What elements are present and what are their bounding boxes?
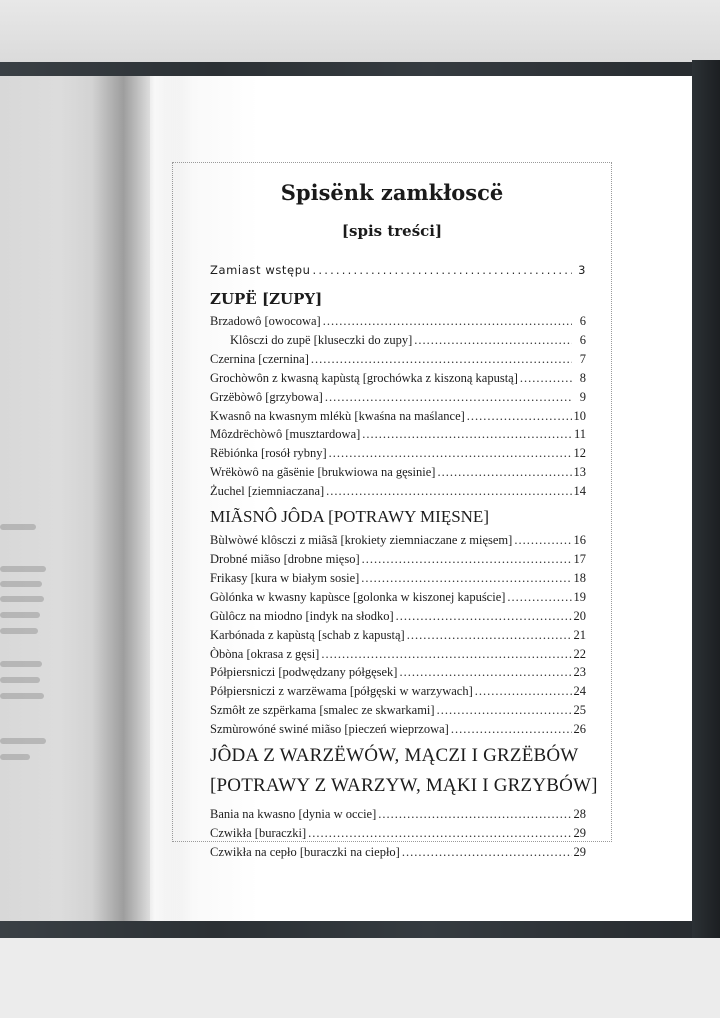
toc-entry-label: Klôsczi do zupë [kluseczki do zupy]: [230, 332, 413, 347]
toc-entry-label: Brzadowô [owocowa]: [210, 314, 321, 328]
toc-entry-page: 28: [573, 807, 586, 822]
toc-entry-page: 16: [573, 533, 586, 548]
section-heading: JÔDA Z WARZËWÓW, MĄCZI I GRZËBÓW: [210, 745, 579, 767]
toc-entry-label: Karbónada z kapùstą [schab z kapustą]: [210, 627, 405, 642]
toc-entry-label: Półpiersniczi [podwędzany półgęsek]: [210, 665, 398, 680]
dot-leader: [402, 843, 572, 862]
toc-entry-page: 21: [573, 627, 586, 642]
dot-leader: [507, 588, 571, 607]
toc-entry-page: 25: [573, 703, 586, 718]
toc-entry: [210, 350, 586, 369]
toc-entry-label: Czwikła na cepło [buraczki na ciepło]: [210, 844, 400, 859]
toc-entry-label: Frikasy [kura w białym sosie]: [210, 570, 360, 585]
dot-leader: [399, 663, 571, 682]
dot-leader: [467, 407, 572, 426]
toc-entry-page: 9: [579, 389, 586, 404]
toc-entry: [210, 444, 586, 463]
toc-entry-page: 13: [573, 465, 586, 480]
bleed-through-text: [0, 754, 30, 760]
toc-entry-page: 19: [573, 589, 586, 604]
scan-background-bottom: [0, 938, 720, 1018]
bleed-through-text: [0, 693, 44, 699]
dot-leader: [321, 645, 571, 664]
toc-entry-page: 29: [573, 844, 586, 859]
toc-entry-page: 20: [573, 608, 586, 623]
toc-entry-label: Szmùrowóné swiné miãso [pieczeń wieprzowa]: [210, 722, 449, 737]
toc-entry: [210, 663, 586, 682]
toc-entry: [210, 331, 586, 350]
bleed-through-text: [0, 524, 36, 530]
toc-entry-page: 11: [573, 427, 586, 442]
bleed-through-text: [0, 628, 38, 634]
scan-background: [0, 0, 720, 70]
dot-leader: [323, 312, 572, 331]
section-heading: ZUPË [ZUPY]: [210, 290, 323, 308]
toc-entry: [210, 805, 586, 824]
section-heading: MIÃSNÔ JÔDA [POTRAWY MIĘSNE]: [210, 507, 489, 527]
toc-entry: [210, 843, 586, 862]
dot-leader: [437, 701, 572, 720]
toc-entry: [210, 312, 586, 331]
toc-entry: [210, 682, 586, 701]
dot-leader: [361, 569, 571, 588]
toc-entry-page: 17: [573, 551, 586, 566]
dot-leader: [362, 425, 572, 444]
toc-entry-label: Kwasnô na kwasnym mlékù [kwaśna na maślance]: [210, 408, 465, 423]
dot-leader: [311, 350, 572, 369]
toc-entry-label: Òbòna [okrasa z gęsi]: [210, 646, 320, 661]
toc-entry: [210, 425, 586, 444]
book-gutter: [92, 76, 182, 921]
toc-entry-label: Drobné miãso [drobne mięso]: [210, 551, 360, 566]
dot-leader: [308, 824, 571, 843]
dot-leader: [325, 388, 572, 407]
toc-entry: [210, 824, 586, 843]
dot-leader: [326, 482, 571, 501]
toc-entry-label: Czwikła [buraczki]: [210, 825, 307, 840]
toc-entry: [210, 645, 586, 664]
toc-entry-page: 24: [573, 684, 586, 699]
dot-leader: [329, 444, 572, 463]
toc-entry-label: Szmôłt ze szpërkama [smalec ze skwarkami]: [210, 703, 435, 718]
dot-leader: [396, 607, 572, 626]
dot-leader: [313, 260, 573, 280]
toc-entry: [210, 407, 586, 426]
toc-entry: [210, 482, 586, 501]
toc-entry-page: 12: [573, 446, 586, 461]
toc-entry: [210, 463, 586, 482]
toc-entry-page: 22: [573, 646, 586, 661]
dot-leader: [362, 550, 572, 569]
toc-entry-label: Grzëbòwô [grzybowa]: [210, 389, 323, 404]
toc-entry: [210, 607, 586, 626]
bleed-through-text: [0, 612, 40, 618]
toc-entry-page: 18: [573, 570, 586, 585]
toc-entry-label: Czernina [czernina]: [210, 351, 309, 366]
toc-entry-page: 10: [573, 408, 586, 423]
dot-leader: [514, 531, 571, 550]
toc-entry-label: Bania na kwasno [dynia w occie]: [210, 807, 377, 822]
toc-entry-page: 26: [573, 722, 586, 737]
toc-entry: [210, 550, 586, 569]
section-heading-translation: [POTRAWY Z WARZYW, MĄKI I GRZYBÓW]: [210, 775, 598, 797]
toc-entry-label: Grochòwôn z kwasną kapùstą [grochówka z kiszoną kapustą]: [210, 370, 518, 385]
bleed-through-text: [0, 677, 40, 683]
toc-entry-label: Wrëkòwô na gãsënie [brukwiowa na gęsinie]: [210, 465, 436, 480]
toc-entry-page: 14: [573, 484, 586, 499]
page-title: Spisënk zamkłoscë: [280, 180, 504, 205]
toc-entry-page: 3: [578, 263, 586, 277]
toc-entry-page: 6: [579, 332, 586, 347]
toc-entry-page: 7: [579, 351, 586, 366]
dot-leader: [520, 369, 572, 388]
bleed-through-text: [0, 566, 46, 572]
dot-leader: [407, 626, 572, 645]
bleed-through-text: [0, 661, 42, 667]
toc-intro-entry: [210, 260, 586, 280]
toc-entry: [210, 388, 586, 407]
toc-entry: [210, 701, 586, 720]
bleed-through-text: [0, 738, 46, 744]
toc-entry-label: Bùlwòwé klôsczi z miãsã [krokiety ziemniaczane z mięsem]: [210, 533, 513, 548]
toc-entry-label: Zamiast wstępu: [210, 263, 311, 277]
dot-leader: [437, 463, 571, 482]
bleed-through-text: [0, 581, 42, 587]
toc-entry-page: 8: [579, 370, 586, 385]
toc-entry: [210, 531, 586, 550]
dot-leader: [475, 682, 572, 701]
toc-entry-label: Môzdrëchòwô [musztardowa]: [210, 427, 361, 442]
toc-entry: [210, 369, 586, 388]
table-of-contents: [210, 260, 598, 862]
toc-entry-page: 23: [573, 665, 586, 680]
toc-entry-label: Półpiersniczi z warzëwama [półgęski w warzywach]: [210, 684, 473, 699]
toc-entry: [210, 626, 586, 645]
toc-entry: [210, 569, 586, 588]
dot-leader: [451, 720, 572, 739]
toc-entry: [210, 588, 586, 607]
toc-entry-page: 29: [573, 825, 586, 840]
bleed-through-text: [0, 596, 44, 602]
toc-entry: [210, 720, 586, 739]
toc-entry-label: Gòlónka w kwasny kapùsce [golonka w kiszonej kapuście]: [210, 589, 506, 604]
book-cover-edge: [692, 60, 720, 945]
toc-entry-label: Rëbiónka [rosół rybny]: [210, 446, 327, 461]
toc-entry-page: 6: [579, 314, 586, 328]
dot-leader: [378, 805, 571, 824]
page-subtitle: [spis treści]: [341, 222, 443, 240]
toc-entry-label: Żuchel [ziemniaczana]: [210, 484, 325, 499]
dot-leader: [414, 331, 572, 350]
toc-entry-label: Gùlôcz na miodno [indyk na słodko]: [210, 608, 394, 623]
